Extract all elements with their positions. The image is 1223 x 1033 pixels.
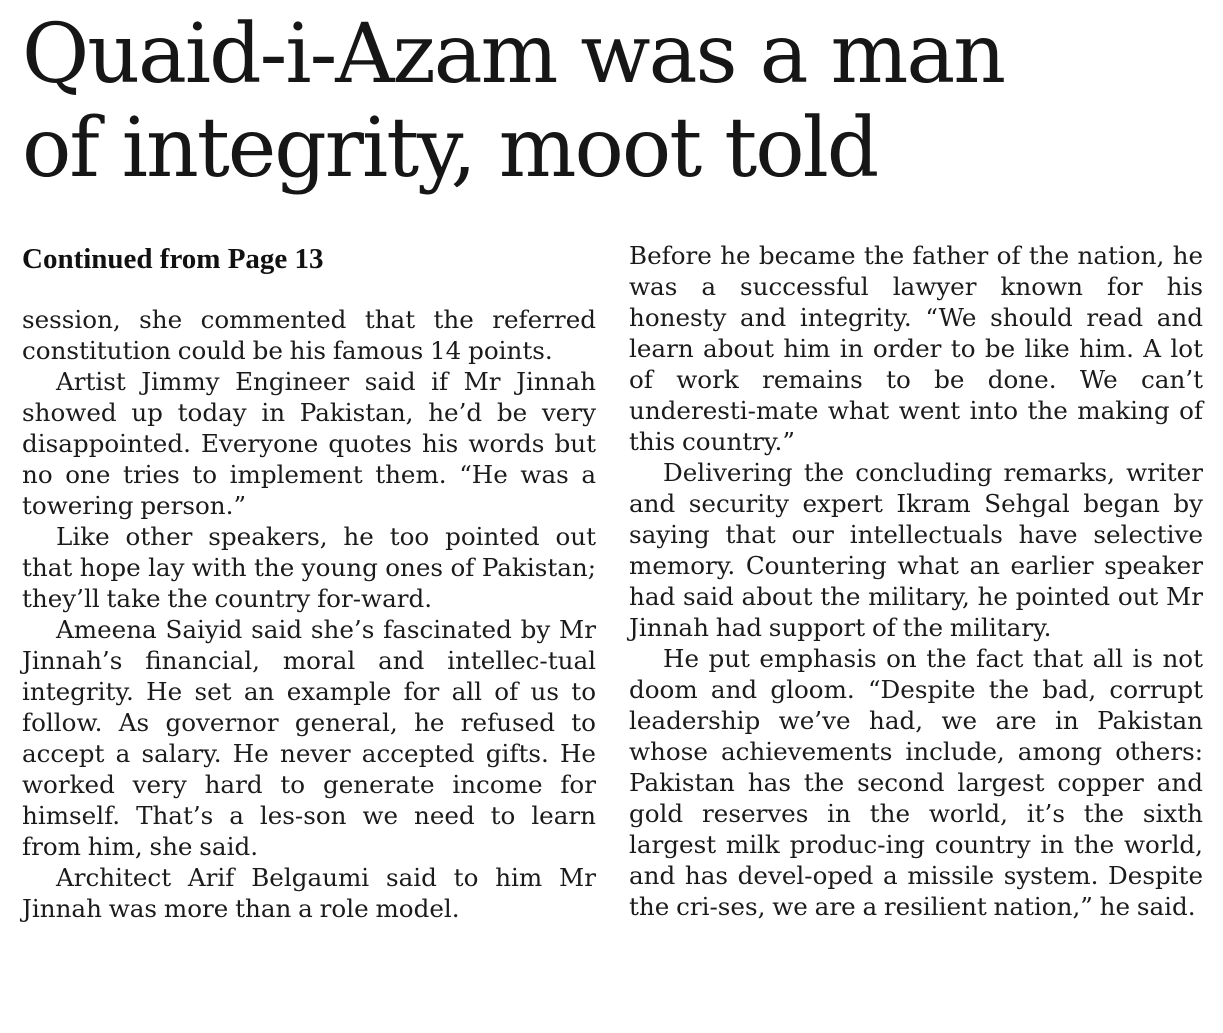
body-paragraph: Ameena Saiyid said she’s fascinated by Mr Jinnah’s financial, moral and intellec-tual integrity. He set an example for all of us to follow. As governor general, he refused to accept a salary. He never accepted gifts. He worked very hard to generate income for himself. That’s a les-son we need to learn from him, she said. xyxy=(22,615,596,861)
continued-from-label: Continued from Page 13 xyxy=(22,243,324,275)
right-column xyxy=(629,240,1203,922)
body-paragraph: He put emphasis on the fact that all is not doom and gloom. “Despite the bad, corrupt leadership we’ve had, we are in Pakistan whose achievements include, among others: Pakistan has the second largest copper and gold reserves in the world, it’s the sixth largest milk produc-ing country in the world, and has devel-oped a missile system. Despite the cri-ses, we are a resilient nation,” he said. xyxy=(629,644,1203,921)
body-paragraph: Like other speakers, he too pointed out that hope lay with the young ones of Pakistan; they’ll take the country for-ward. xyxy=(22,522,596,613)
headline xyxy=(22,8,1212,196)
body-paragraph: Delivering the concluding remarks, writer and security expert Ikram Sehgal began by saying that our intellectuals have selective memory. Countering what an earlier speaker had said about the military, he pointed out Mr Jinnah had support of the military. xyxy=(629,458,1203,642)
headline-line-2: of integrity, moot told xyxy=(22,101,878,196)
body-paragraph: Artist Jimmy Engineer said if Mr Jinnah showed up today in Pakistan, he’d be very disappointed. Everyone quotes his words but no one tries to implement them. “He was a towering person.” xyxy=(22,367,596,520)
body-paragraph: session, she commented that the referred constitution could be his famous 14 points. xyxy=(22,305,596,365)
headline-line-1: Quaid-i-Azam was a man xyxy=(22,7,1005,102)
body-paragraph: Architect Arif Belgaumi said to him Mr Jinnah was more than a role model. xyxy=(22,863,596,923)
left-column xyxy=(22,240,596,924)
body-paragraph: Before he became the father of the nation, he was a successful lawyer known for his honesty and integrity. “We should read and learn about him in order to be like him. A lot of work remains to be done. We can’t underesti-mate what went into the making of this country.” xyxy=(629,241,1203,456)
